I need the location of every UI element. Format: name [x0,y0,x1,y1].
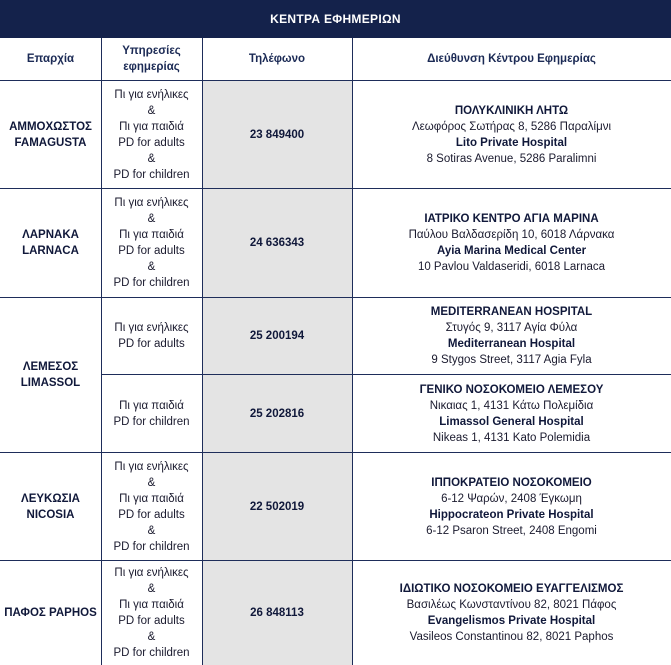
street-address-greek: Νικαιας 1, 4131 Κάτω Πολεμίδια [429,399,594,412]
district-name-greek: ΛΕΜΕΣΟΣ [22,361,79,373]
address-cell [352,298,671,374]
service-line: Πι για ενήλικες [114,88,189,101]
service-line: Πι για ενήλικες [114,567,189,579]
center-name-greek: ΙΔΙΩΤΙΚΟ ΝΟΣΟΚΟΜΕΙΟ ΕΥΑΓΓΕΛΙΣΜΟΣ [399,583,624,595]
phone-number: 22 502019 [249,500,305,513]
street-address-greek: Παύλου Βαλδασερίδη 10, 6018 Λάρνακα [408,229,615,241]
service-line: & [147,524,156,537]
header-services-line1: Υπηρεσίες [122,45,181,57]
phone-cell [202,453,352,560]
address-cell [352,453,671,560]
phone-cell [202,375,352,452]
district-name-english: LIMASSOL [20,377,81,389]
service-line: Πι για παιδιά [119,599,184,611]
district-name: ΠΑΦΟΣ PAPHOS [4,607,97,619]
district-name-english: LARNACA [22,245,79,257]
table-row-nicosia-district [0,453,101,560]
street-address-greek: Βασιλέως Κωνσταντίνου 82, 8021 Πάφος [406,599,617,611]
service-line: Πι για ενήλικες [114,460,189,473]
address-cell [352,189,671,297]
service-line: PD for adults [118,245,185,257]
address-cell [352,375,671,452]
phone-cell [202,81,352,188]
phone-cell [202,561,352,665]
service-line: & [147,152,156,165]
street-address-english: 6-12 Psaron Street, 2408 Engomi [426,524,597,537]
district-name-greek: ΛΕΥΚΩΣΙΑ [21,492,80,505]
service-line: Πι για ενήλικες [114,322,189,334]
services-cell [101,453,202,560]
center-name-greek: ΙΠΠΟΚΡΑΤΕΙΟ ΝΟΣΟΚΟΜΕΙΟ [431,476,592,489]
header-services [101,38,202,80]
center-name-english: Ayia Marina Medical Center [436,245,587,257]
phone-number: 25 200194 [249,330,305,342]
service-line: PD for children [113,540,190,553]
table-row-famagusta-district [0,81,101,188]
street-address-greek: Λεωφόρος Σωτήρας 8, 5286 Παραλίμνι [411,120,612,133]
center-name-greek: ΓΕΝΙΚΟ ΝΟΣΟΚΟΜΕΙΟ ΛΕΜΕΣΟΥ [419,383,604,396]
service-line: PD for children [113,647,190,659]
district-name-greek: ΛΑΡΝΑΚΑ [22,229,79,241]
services-cell [101,561,202,665]
service-line: PD for adults [118,508,185,521]
service-line: & [147,104,156,117]
address-cell [352,81,671,188]
service-line: & [147,261,156,273]
service-line: PD for adults [118,615,185,627]
center-name-english: Evangelismos Private Hospital [427,615,596,627]
table-row-paphos-district [0,561,101,665]
service-line: PD for children [113,415,190,428]
address-cell [352,561,671,665]
header-phone-label: Τηλέφωνο [248,53,306,65]
service-line: PD for adults [118,338,185,350]
services-cell [101,298,202,374]
center-name-greek: MEDITERRANEAN HOSPITAL [430,306,593,318]
phone-cell [202,298,352,374]
header-address-label: Διεύθυνση Κέντρου Εφημερίας [427,53,596,65]
services-cell [101,375,202,452]
services-cell [101,189,202,297]
table-title: ΚΕΝΤΡΑ ΕΦΗΜΕΡΙΩΝ [0,0,671,38]
service-line: & [147,583,156,595]
service-line: Πι για ενήλικες [114,197,189,209]
service-line: Πι για παιδιά [119,399,184,412]
header-address [352,38,671,80]
street-address-english: Nikeas 1, 4131 Kato Polemidia [432,431,591,444]
table-row-limassol-district [0,298,101,452]
center-name-english: Mediterranean Hospital [447,338,576,350]
district-name-english: NICOSIA [26,508,75,521]
street-address-greek: Στυγός 9, 3117 Αγία Φύλα [445,322,578,334]
service-line: & [147,213,156,225]
header-district [0,38,101,80]
service-line: PD for children [113,168,190,181]
center-name-english: Hippocrateon Private Hospital [429,508,594,521]
center-name-english: Lito Private Hospital [455,136,568,149]
street-address-english: Vasileos Constantinou 82, 8021 Paphos [409,631,614,643]
street-address-greek: 6-12 Ψαρών, 2408 Έγκωμη [441,492,582,505]
service-line: & [147,631,156,643]
phone-number: 23 849400 [249,128,305,141]
phone-number: 25 202816 [249,407,305,420]
center-name-greek: ΠΟΛΥΚΛΙΝΙΚΗ ΛΗΤΩ [454,104,569,117]
header-phone [202,38,352,80]
service-line: Πι για παιδιά [119,229,184,241]
phone-number: 24 636343 [249,237,305,249]
table-row-larnaca-district [0,189,101,297]
center-name-greek: ΙΑΤΡΙΚΟ ΚΕΝΤΡΟ ΑΓΙΑ ΜΑΡΙΝΑ [424,213,599,225]
center-name-english: Limassol General Hospital [439,415,584,428]
service-line: PD for adults [118,136,185,149]
service-line: PD for children [113,277,190,289]
header-district-label: Επαρχία [26,53,75,65]
street-address-english: 9 Stygos Street, 3117 Agia Fyla [431,354,592,366]
district-name-english: FAMAGUSTA [14,136,87,149]
phone-cell [202,189,352,297]
service-line: Πι για παιδιά [119,120,184,133]
phone-number: 26 848113 [250,607,304,619]
service-line: & [147,476,156,489]
services-cell [101,81,202,188]
header-services-line2: εφημερίας [123,61,180,73]
street-address-english: 10 Pavlou Valdaseridi, 6018 Larnaca [417,261,606,273]
service-line: Πι για παιδιά [119,492,184,505]
street-address-english: 8 Sotiras Avenue, 5286 Paralimni [426,152,597,165]
district-name-greek: ΑΜΜΟΧΩΣΤΟΣ [9,120,92,133]
